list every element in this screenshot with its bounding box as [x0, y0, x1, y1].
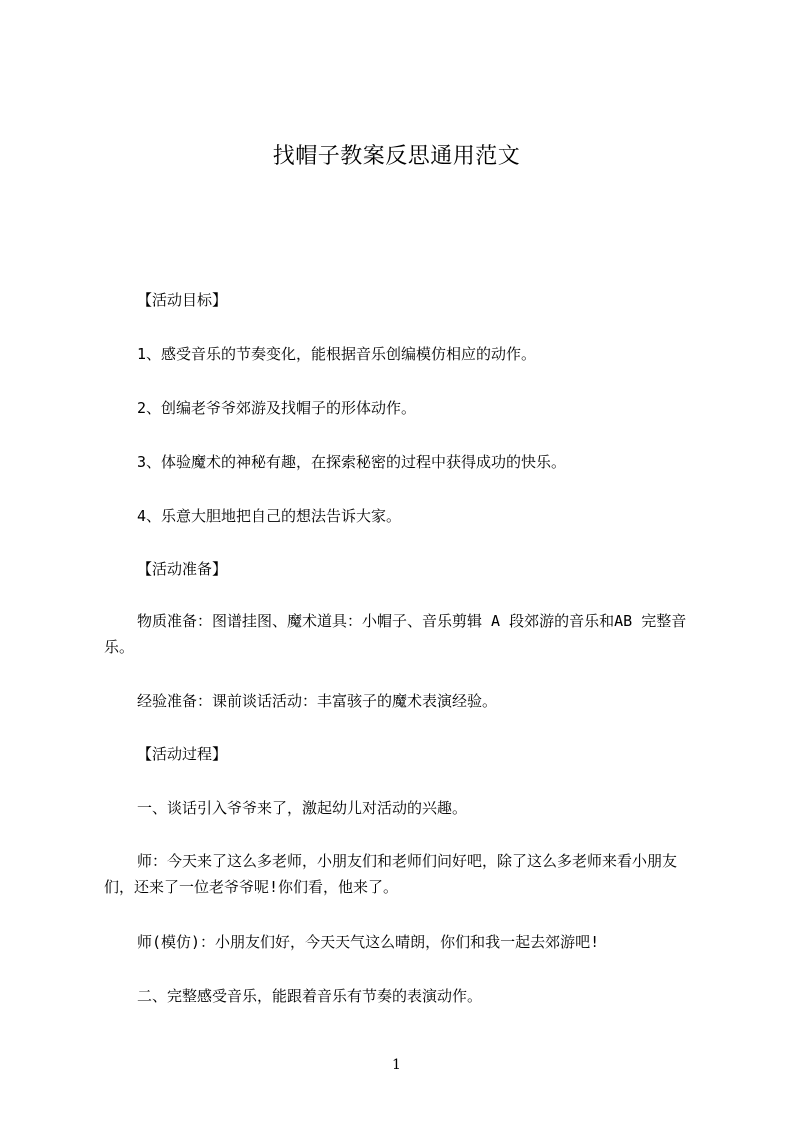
paragraph-goal-3: 3、体验魔术的神秘有趣，在探索秘密的过程中获得成功的快乐。: [137, 453, 567, 471]
section-heading-process: 【活动过程】: [137, 745, 228, 763]
paragraph-goal-1: 1、感受音乐的节奏变化，能根据音乐创编模仿相应的动作。: [137, 345, 537, 363]
paragraph-goal-4: 4、乐意大胆地把自己的想法告诉大家。: [137, 507, 402, 525]
paragraph-teacher-dialogue: 师：今天来了这么多老师，小朋友们和老师们问好吧，除了这么多老师来看小朋友们，还来了一位老爷爷呢!你们看，他来了。: [104, 852, 678, 896]
paragraph-teacher-imitation: 师(模仿)：小朋友们好，今天天气这么晴朗，你们和我一起去郊游吧!: [137, 933, 600, 951]
paragraph-step-2: 二、完整感受音乐，能跟着音乐有节奏的表演动作。: [137, 987, 483, 1005]
paragraph-experience-preparation: 经验准备：课前谈话活动：丰富骇子的魔术表演经验。: [137, 692, 498, 710]
section-heading-goals: 【活动目标】: [137, 291, 228, 309]
paragraph-step-1: 一、谈话引入爷爷来了，激起幼儿对活动的兴趣。: [137, 799, 468, 817]
page-number: 1: [392, 1057, 401, 1073]
paragraph-goal-2: 2、创编老爷爷郊游及找帽子的形体动作。: [137, 399, 417, 417]
section-heading-preparation: 【活动准备】: [137, 560, 228, 578]
paragraph-material-preparation: 物质准备：图谱挂图、魔术道具：小帽子、音乐剪辑 A 段郊游的音乐和AB 完整音乐。: [104, 612, 687, 656]
document-title: 找帽子教案反思通用范文: [272, 144, 521, 169]
